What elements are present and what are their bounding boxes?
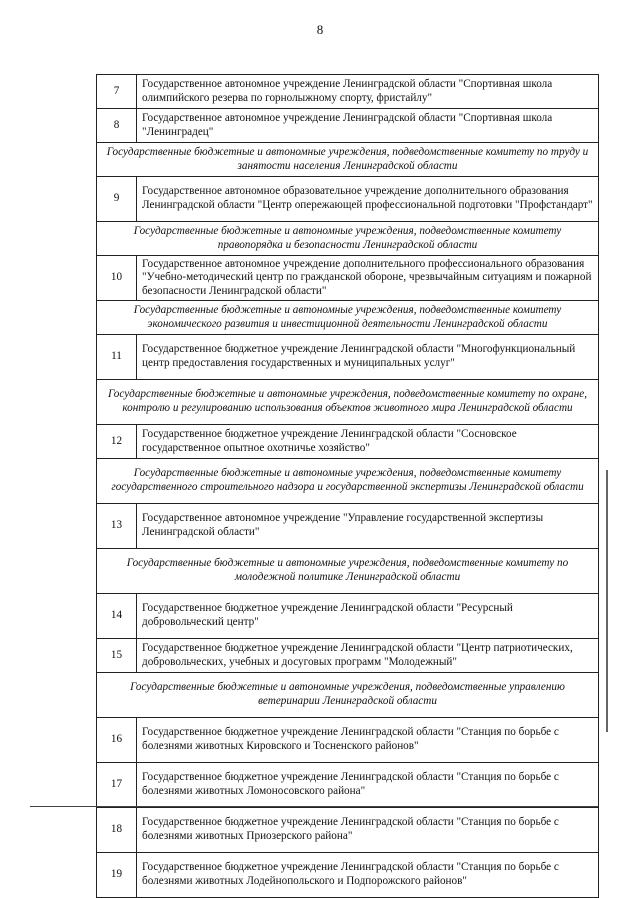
row-number: 15 <box>97 639 137 673</box>
institution-name: Государственное бюджетное учреждение Ленинградской области "Станция по борьбе с болезнями животных Кировского и Тосненского районов" <box>137 718 599 763</box>
category-header: Государственные бюджетные и автономные учреждения, подведомственные комитету правопорядка и безопасности Ленинградской области <box>97 222 599 256</box>
institution-name: Государственное бюджетное учреждение Ленинградской области "Станция по борьбе с болезнями животных Приозерского района" <box>137 808 599 853</box>
row-number: 8 <box>97 109 137 143</box>
category-header-row <box>97 380 599 425</box>
institution-name: Государственное бюджетное учреждение Ленинградской области "Центр патриотических, добровольческих, учебных и досуговых программ "Молодежный" <box>137 639 599 673</box>
row-number: 14 <box>97 594 137 639</box>
institution-name: Государственное автономное учреждение "Управление государственной экспертизы Ленинградской области" <box>137 504 599 549</box>
institution-name: Государственное бюджетное учреждение Ленинградской области "Многофункциональный центр предоставления государственных и муниципальных услуг" <box>137 335 599 380</box>
category-header-row <box>97 673 599 718</box>
category-header-row <box>97 222 599 256</box>
row-number: 17 <box>97 763 137 808</box>
row-number: 16 <box>97 718 137 763</box>
institution-name: Государственное автономное учреждение Ленинградской области "Спортивная школа "Ленинградец" <box>137 109 599 143</box>
table-row <box>97 853 599 898</box>
page-number: 8 <box>316 22 324 37</box>
category-header-row <box>97 549 599 594</box>
table-row <box>97 808 599 853</box>
category-header: Государственные бюджетные и автономные учреждения, подведомственные комитету по молодежной политике Ленинградской области <box>97 549 599 594</box>
row-number: 12 <box>97 425 137 459</box>
institution-name: Государственное бюджетное учреждение Ленинградской области "Станция по борьбе с болезнями животных Ломоносовского района" <box>137 763 599 808</box>
category-header: Государственные бюджетные и автономные учреждения, подведомственные комитету по охране, контролю и регулированию использования объектов животного мира Ленинградской области <box>97 380 599 425</box>
category-header-row <box>97 301 599 335</box>
institutions-table <box>96 74 599 898</box>
institution-name: Государственное бюджетное учреждение Ленинградской области "Сосновское государственное опытное охотничье хозяйство" <box>137 425 599 459</box>
table-row <box>97 425 599 459</box>
category-header: Государственные бюджетные и автономные учреждения, подведомственные комитету государственного строительного надзора и государственной экспертизы Ленинградской области <box>97 459 599 504</box>
category-header-row <box>97 143 599 177</box>
row-number: 11 <box>97 335 137 380</box>
table-row <box>97 718 599 763</box>
table-row <box>97 75 599 109</box>
table-row <box>97 335 599 380</box>
table-row <box>97 594 599 639</box>
row-number: 19 <box>97 853 137 898</box>
table-row <box>97 177 599 222</box>
table-row <box>97 763 599 808</box>
row-number: 9 <box>97 177 137 222</box>
institution-name: Государственное автономное учреждение Ленинградской области "Спортивная школа олимпийского резерва по горнолыжному спорту, фристайлу" <box>137 75 599 109</box>
bottom-rule <box>30 806 598 807</box>
category-header: Государственные бюджетные и автономные учреждения, подведомственные управлению ветеринарии Ленинградской области <box>97 673 599 718</box>
institution-name: Государственное автономное учреждение дополнительного профессионального образования "Учебно-методический центр по гражданской обороне, чрезвычайным ситуациям и пожарной безопасности Ленинградской области" <box>137 256 599 301</box>
row-number: 18 <box>97 808 137 853</box>
row-number: 10 <box>97 256 137 301</box>
row-number: 13 <box>97 504 137 549</box>
institution-name: Государственное бюджетное учреждение Ленинградской области "Ресурсный добровольческий центр" <box>137 594 599 639</box>
table-row <box>97 639 599 673</box>
table-row <box>97 504 599 549</box>
row-number: 7 <box>97 75 137 109</box>
category-header: Государственные бюджетные и автономные учреждения, подведомственные комитету по труду и занятости населения Ленинградской области <box>97 143 599 177</box>
scan-margin-line <box>606 470 608 732</box>
table-row <box>97 256 599 301</box>
category-header-row <box>97 459 599 504</box>
institution-name: Государственное автономное образовательное учреждение дополнительного образования Ленинградской области "Центр опережающей профессиональной подготовки "Профстандарт" <box>137 177 599 222</box>
table-row <box>97 109 599 143</box>
institution-name: Государственное бюджетное учреждение Ленинградской области "Станция по борьбе с болезнями животных Лодейнопольского и Подпорожского районов" <box>137 853 599 898</box>
category-header: Государственные бюджетные и автономные учреждения, подведомственные комитету экономического развития и инвестиционной деятельности Ленинградской области <box>97 301 599 335</box>
